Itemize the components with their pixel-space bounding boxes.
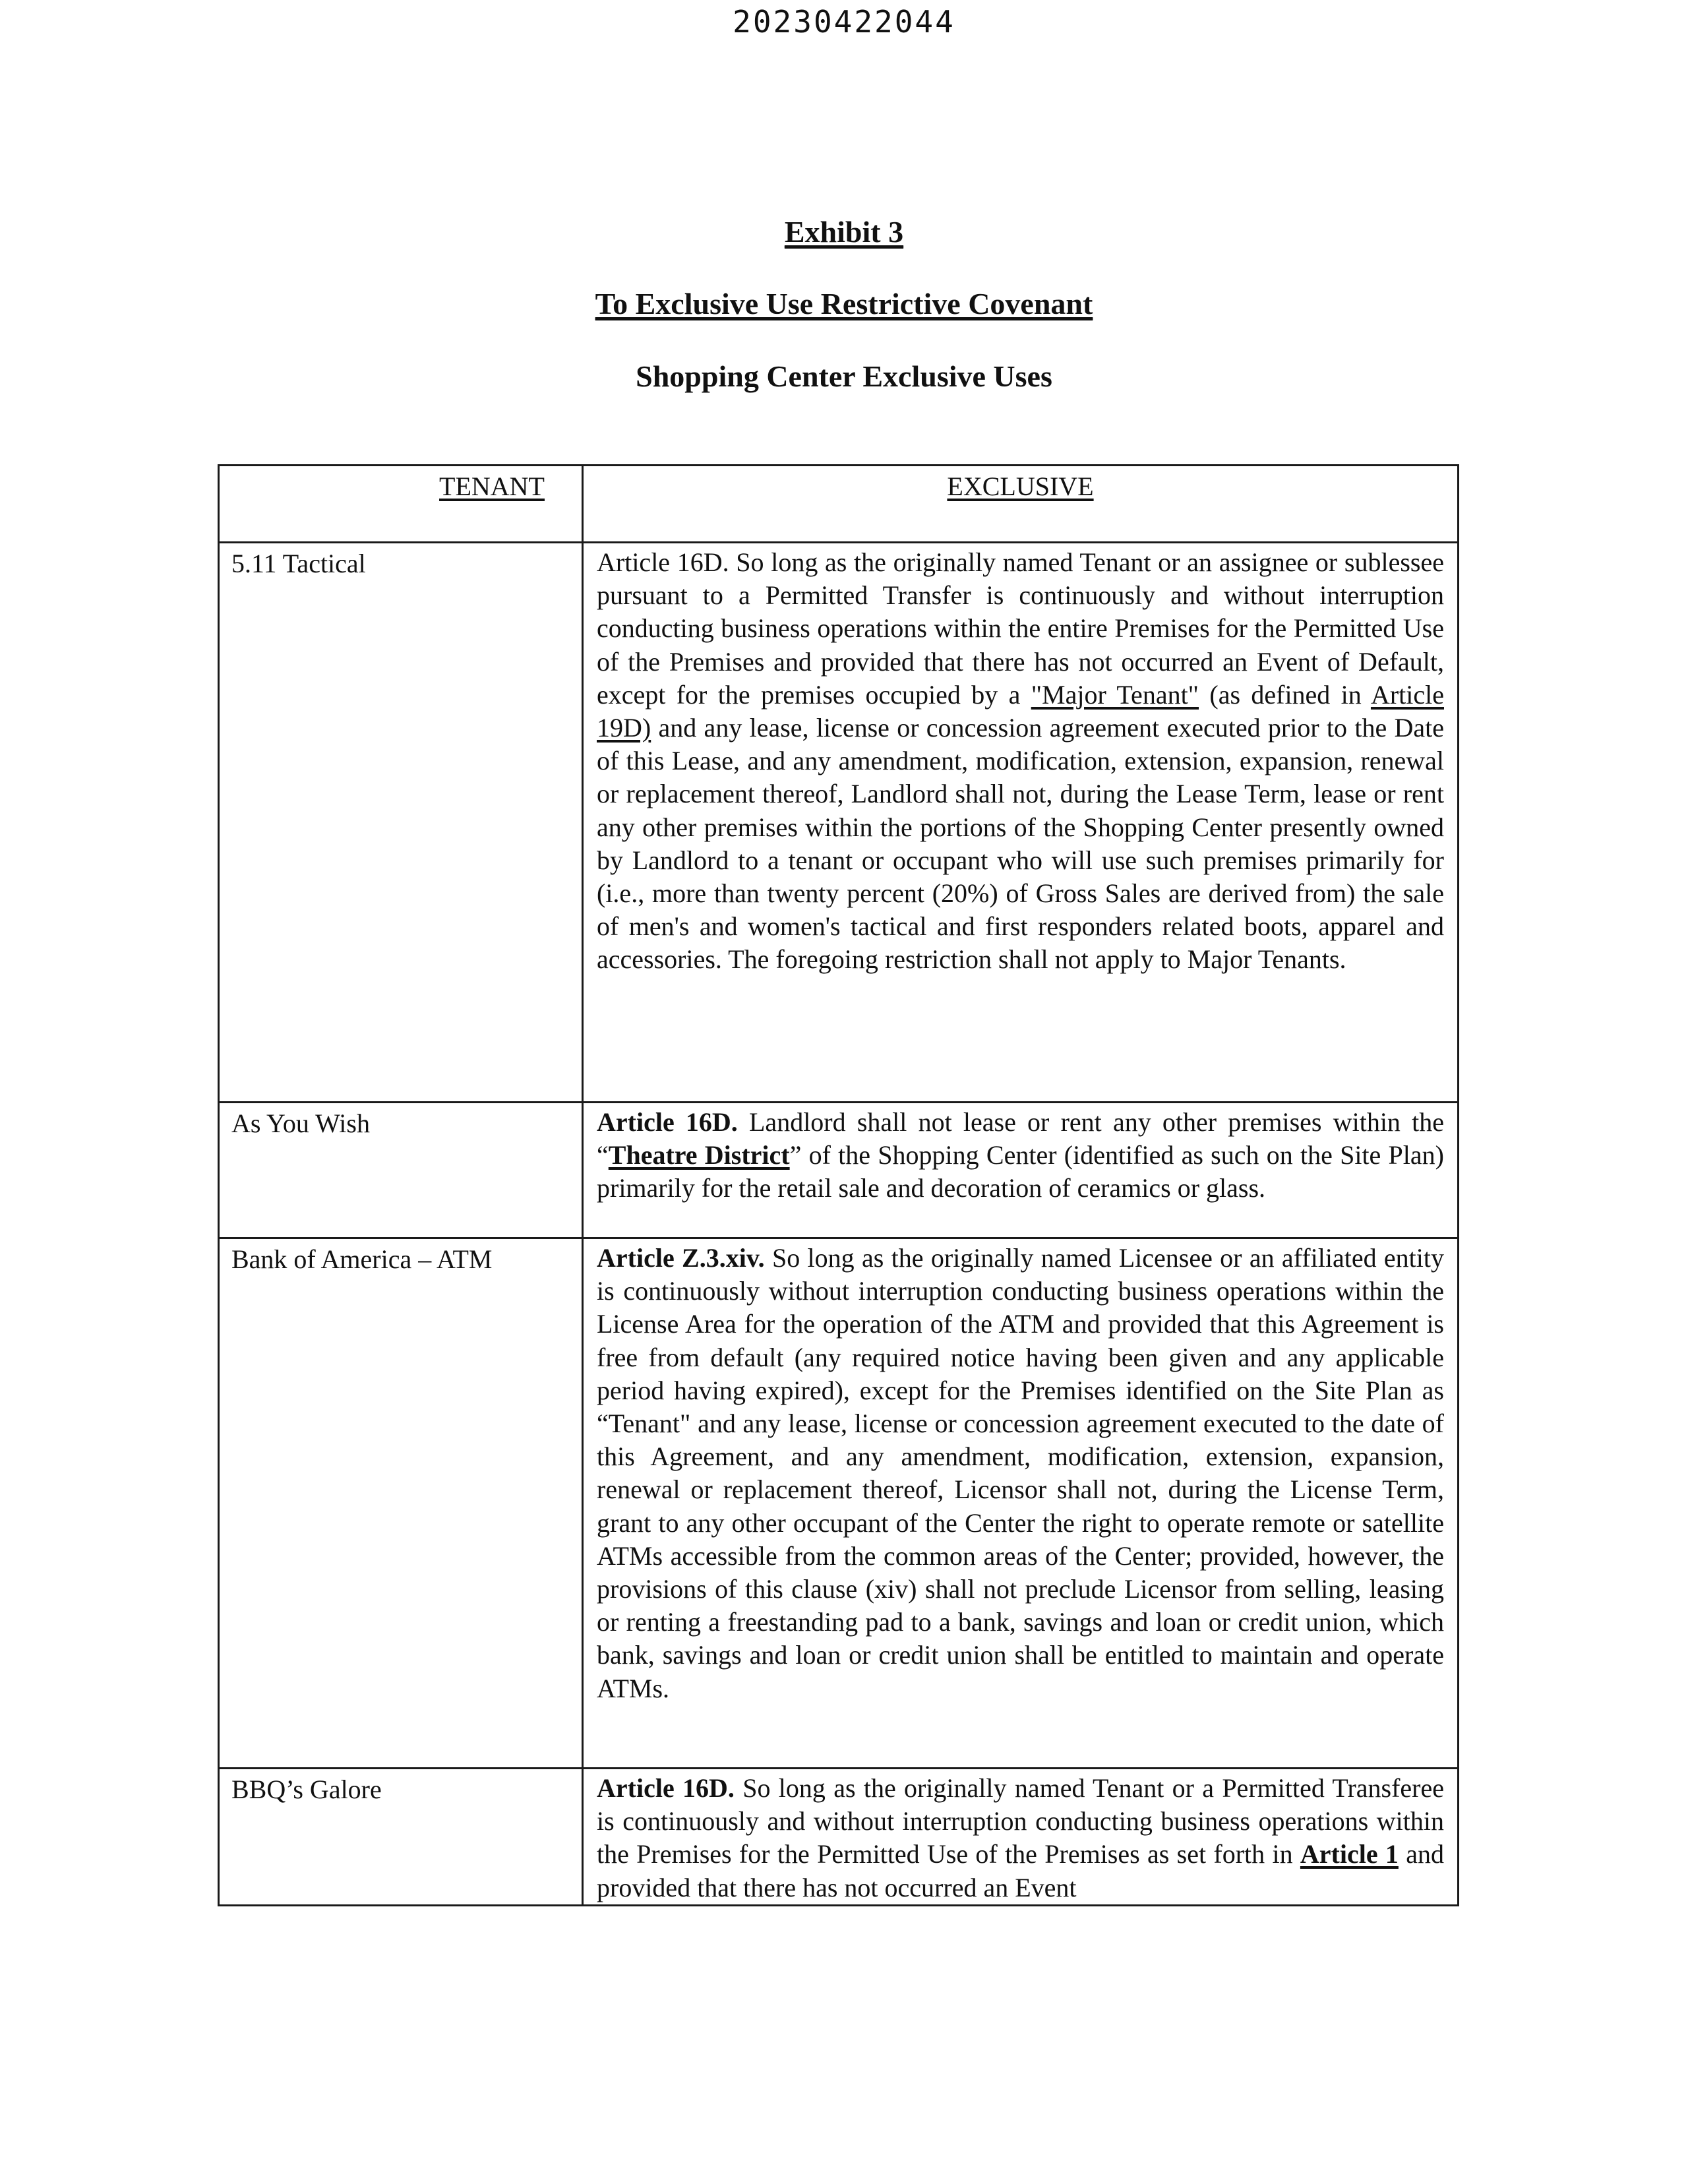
tenant-cell: 5.11 Tactical — [219, 543, 583, 1103]
table-row — [219, 543, 1459, 1103]
document-number: 20230422044 — [733, 4, 955, 40]
exclusive-text: ” of the Shopping Center (identified as such on the Site Plan) primarily for the retail sale and decoration of ceramics or glass. — [597, 1140, 1444, 1203]
exhibit-title-text: Exhibit 3 — [784, 215, 904, 249]
article-reference: Article 1 — [1300, 1839, 1399, 1869]
defined-term: Theatre District — [608, 1140, 790, 1170]
exclusive-text: and provided that there has not occurred an Event — [597, 1839, 1444, 1902]
major-tenant-term: "Major Tenant" — [1031, 679, 1199, 710]
table-header-row — [219, 466, 1459, 543]
exclusive-text: (as defined in — [1199, 679, 1371, 710]
exclusive-text: and any lease, license or concession agreement executed prior to the Date of this Lease, and any amendment, modification, extension, expansion, renewal or replacement thereof, Landlord shall not, during the Lease Term, lease or rent any other premises within the portions of the Shopping Center presently owned by Landlord to a tenant or occupant who will use such premises primarily for (i.e., more than twenty percent (20%) of Gross Sales are derived from) the sale of men's and women's tactical and first responders related boots, apparel and accessories. The foregoing restriction shall not apply to Major Tenants. — [597, 713, 1444, 975]
article-reference: Article 16D. — [597, 1107, 738, 1137]
section-title: Shopping Center Exclusive Uses — [636, 359, 1052, 393]
article-reference: Article Z.3.xiv. — [597, 1243, 765, 1273]
exclusive-text: Article 16D. So long as the originally named Tenant or an assignee or sublessee pursuant to a Permitted Transfer is continuously and without interruption conducting business operations within the entire Premises for the Permitted Use of the Premises and provided that there has not occurred an Event of Default, except for the premises occupied by a — [597, 547, 1444, 710]
exclusive-text: So long as the originally named Tenant or a Permitted Transferee is continuously and without interruption conducting business operations within the Premises for the Permitted Use of the Premises as set forth in — [597, 1773, 1444, 1869]
exhibit-subtitle-text: To Exclusive Use Restrictive Covenant — [595, 287, 1093, 320]
column-header-exclusive-text: EXCLUSIVE — [947, 471, 1094, 501]
column-header-tenant-text: TENANT — [439, 471, 545, 501]
column-header-exclusive — [583, 466, 1459, 543]
table-row — [219, 1238, 1459, 1769]
exclusive-cell — [583, 543, 1459, 1103]
article-reference: Article 16D. — [597, 1773, 735, 1803]
table-row — [219, 1769, 1459, 1906]
exclusive-cell — [583, 1769, 1459, 1906]
table-row — [219, 1103, 1459, 1238]
tenant-cell: BBQ’s Galore — [219, 1769, 583, 1906]
exclusive-text: Landlord shall not lease or rent any other premises within the “ — [597, 1107, 1444, 1170]
article-reference: Article 19D) — [597, 679, 1444, 743]
exhibit-subtitle — [0, 286, 1688, 321]
exclusive-cell — [583, 1103, 1459, 1238]
exhibit-title — [0, 214, 1688, 249]
column-header-tenant — [219, 466, 583, 543]
exclusive-cell — [583, 1238, 1459, 1769]
tenant-cell: As You Wish — [219, 1103, 583, 1238]
exclusive-text: So long as the originally named Licensee or an affiliated entity is continuously without interruption conducting business operations within the License Area for the operation of the ATM and provided that this Agreement is free from default (any required notice having been given and any applicable period having expired), except for the Premises identified on the Site Plan as “Tenant" and any lease, license or concession agreement executed to the date of this Agreement, and any amendment, modification, extension, expansion, renewal or replacement thereof, Licensor shall not, during the License Term, grant to any other occupant of the Center the right to operate remote or satellite ATMs accessible from the common areas of the Center; provided, however, the provisions of this clause (xiv) shall not preclude Licensor from selling, leasing or renting a freestanding pad to a bank, savings and loan or credit union, which bank, savings and loan or credit union shall be entitled to maintain and operate ATMs. — [597, 1243, 1445, 1703]
exclusive-uses-table — [218, 464, 1459, 1906]
tenant-cell: Bank of America – ATM — [219, 1238, 583, 1769]
